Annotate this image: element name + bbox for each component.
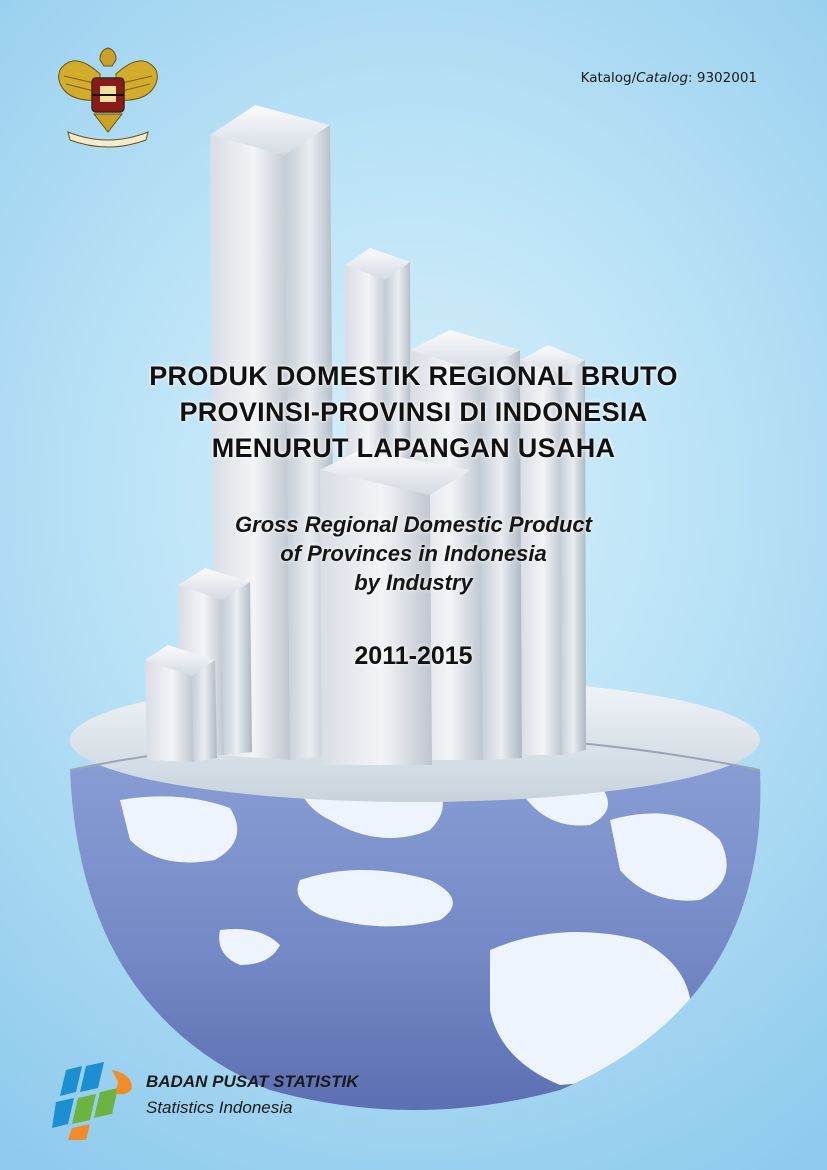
garuda-emblem-icon <box>54 40 162 152</box>
title-id-line: PROVINSI-PROVINSI DI INDONESIA <box>179 397 648 427</box>
title-id-line: PRODUK DOMESTIK REGIONAL BRUTO <box>149 361 678 391</box>
publisher-name: BADAN PUSAT STATISTIK <box>146 1072 359 1091</box>
title-id-line: MENURUT LAPANGAN USAHA <box>211 433 616 463</box>
title-en-line: Gross Regional Domestic Product <box>235 512 592 537</box>
bps-logo-icon <box>52 1062 138 1140</box>
title-en-line: by Industry <box>354 570 473 595</box>
title-english <box>0 510 827 597</box>
publisher-name-english: Statistics Indonesia <box>146 1098 293 1117</box>
title-indonesian <box>0 358 827 466</box>
catalog-number: Katalog/Catalog: 9302001 <box>580 70 757 86</box>
year-range: 2011-2015 <box>354 642 473 670</box>
title-en-line: of Provinces in Indonesia <box>280 541 547 566</box>
